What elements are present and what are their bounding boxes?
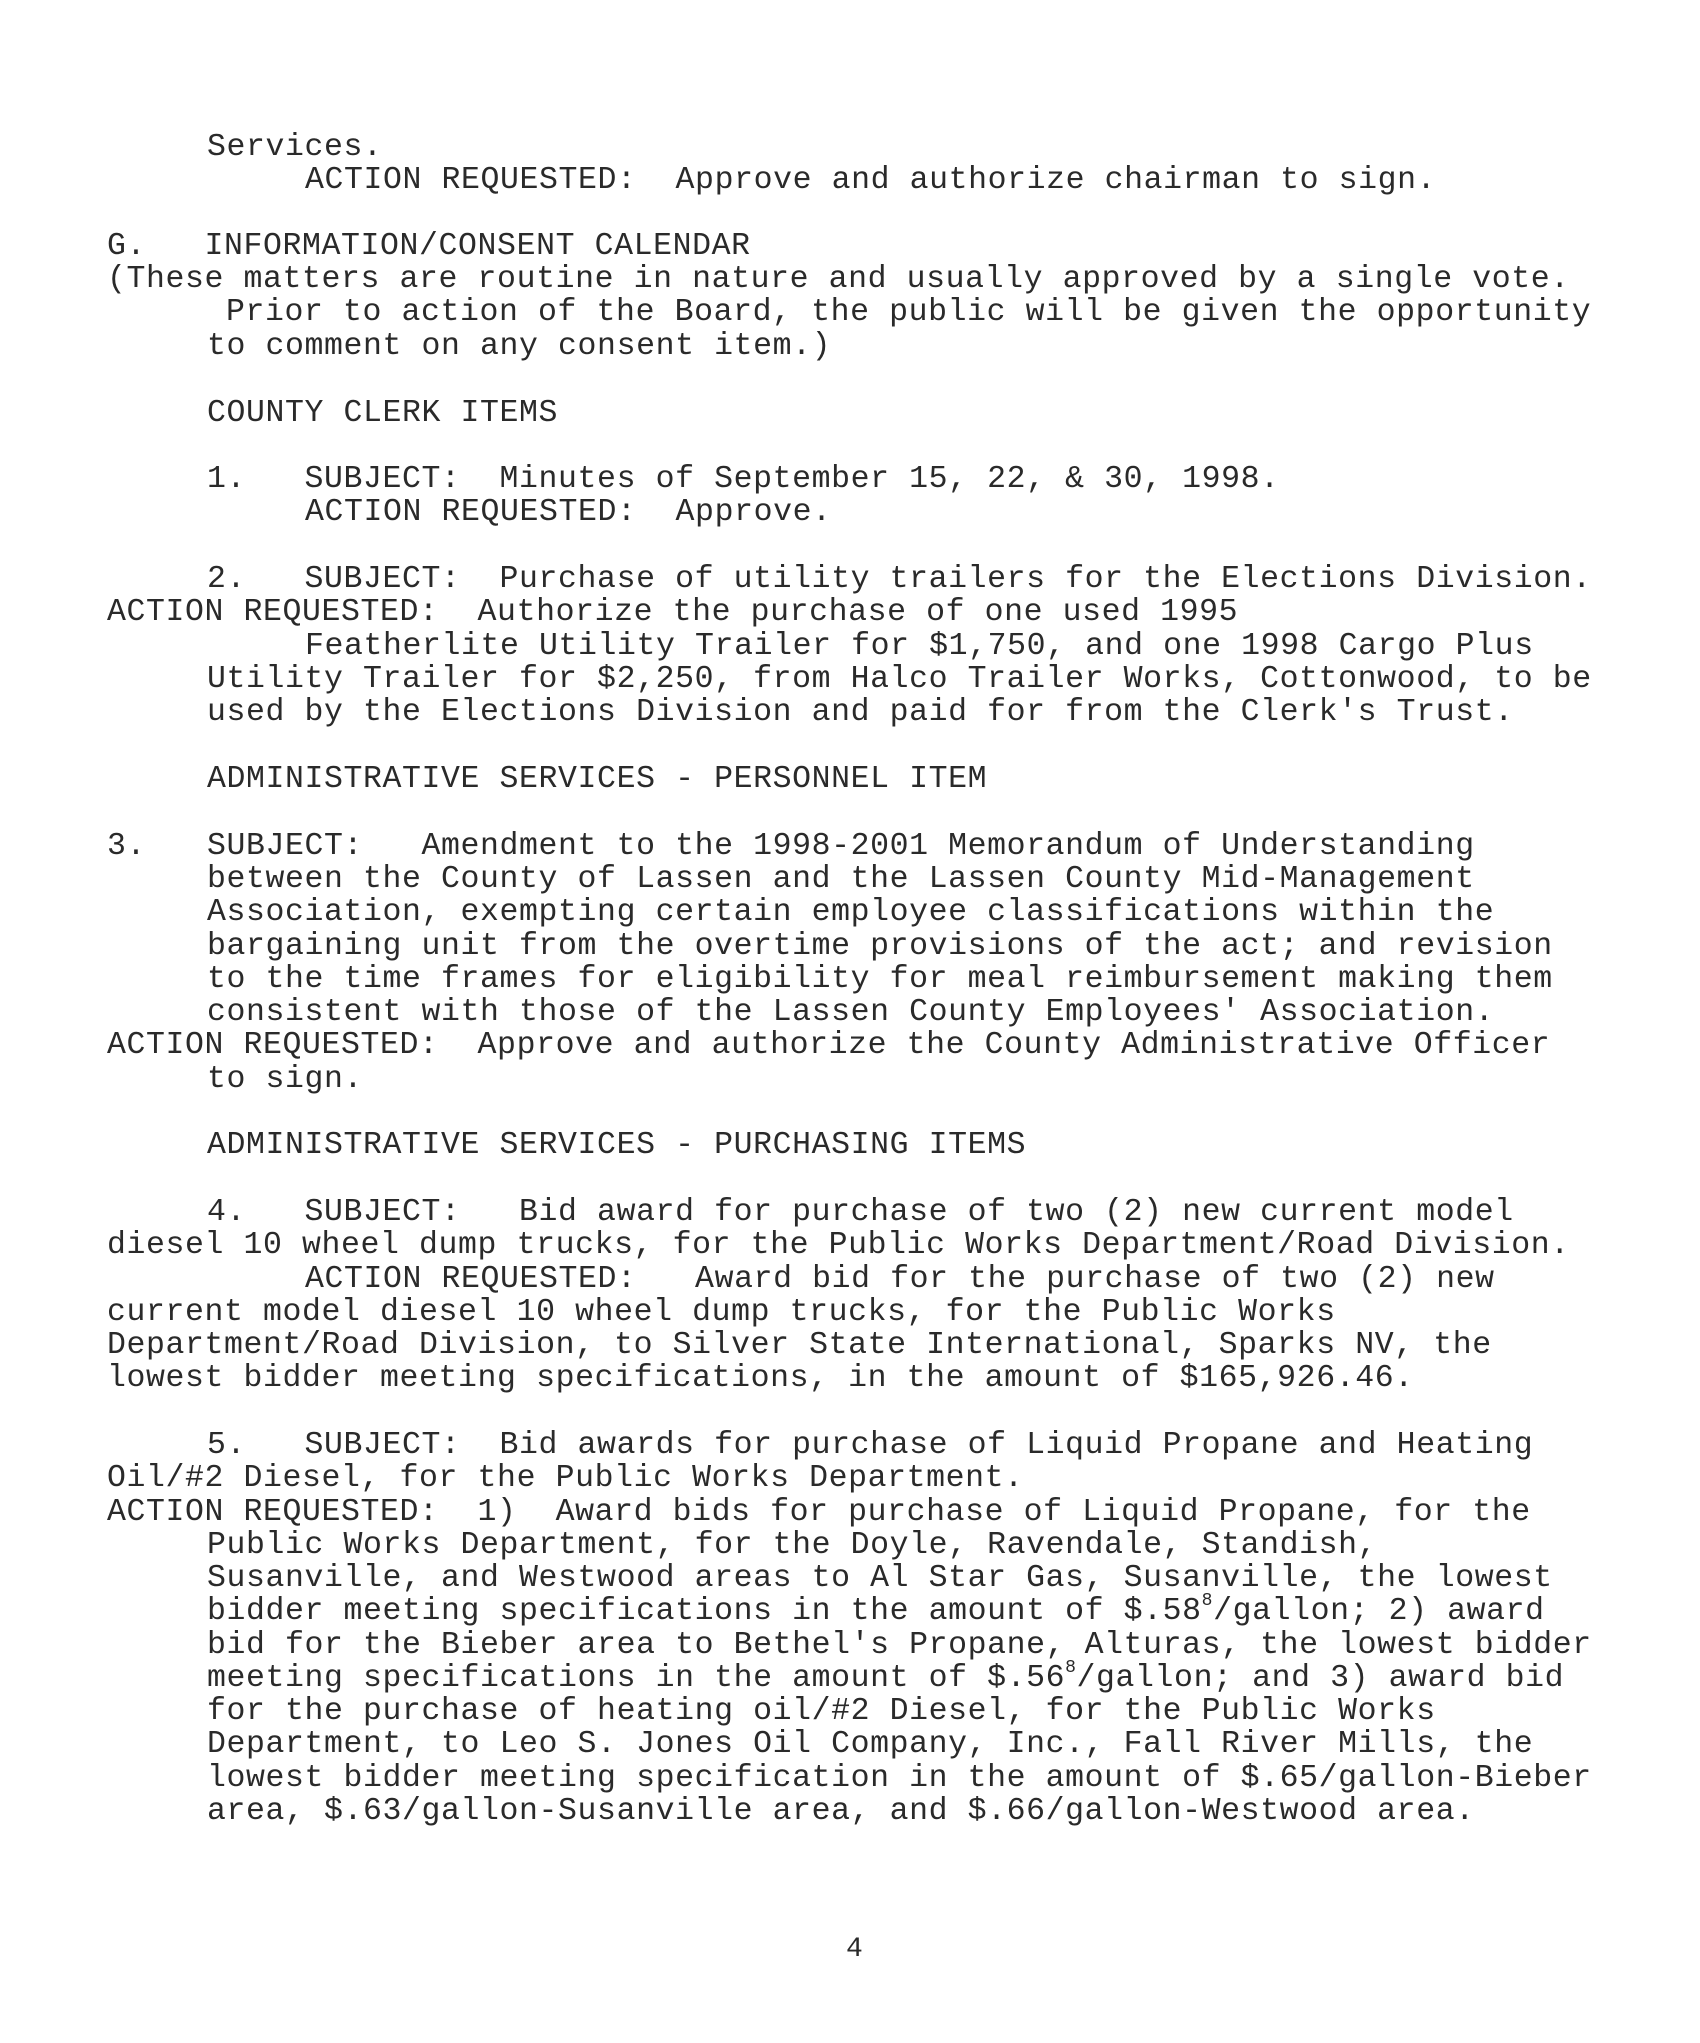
item-5-line-4: Public Works Department, for the Doyle, Ravendale, Standish, <box>207 1528 1378 1563</box>
item-2-action-line-4: used by the Elections Division and paid for from the Clerk's Trust. <box>207 695 1514 730</box>
item-4-line-6: lowest bidder meeting specifications, in the amount of $165,926.46. <box>107 1361 1414 1396</box>
item-5-line-3: ACTION REQUESTED: 1) Award bids for purchase of Liquid Propane, for the <box>107 1495 1531 1530</box>
item-3-line-4: bargaining unit from the overtime provisions of the act; and revision <box>207 929 1553 964</box>
item-2-action-line-2: Featherlite Utility Trailer for $1,750, and one 1998 Cargo Plus <box>305 629 1534 664</box>
item-5-line-8-text-b: /gallon; and 3) award bid <box>1076 1661 1565 1696</box>
item-5-line-6-text-a: bidder meeting specifications in the amount of $.58 <box>207 1594 1202 1629</box>
section-intro-line-1: (These matters are routine in nature and usually approved by a single vote. <box>107 262 1570 297</box>
item-5-line-6-text-b: /gallon; 2) award <box>1213 1594 1545 1629</box>
section-intro-line-2: Prior to action of the Board, the public will be given the opportunity <box>226 295 1592 330</box>
item-3-number: 3. <box>107 829 147 864</box>
page-number: 4 <box>846 1934 863 1965</box>
item-4-line-5: Department/Road Division, to Silver State International, Sparks NV, the <box>107 1328 1492 1363</box>
item-3-action-line-2: to sign. <box>207 1062 364 1097</box>
item-5-line-5: Susanville, and Westwood areas to Al Star Gas, Susanville, the lowest <box>207 1561 1553 1596</box>
item-1-action: ACTION REQUESTED: Approve. <box>305 495 832 530</box>
item-4-line-3: ACTION REQUESTED: Award bid for the purchase of two (2) new <box>305 1262 1495 1297</box>
item-5-line-9: for the purchase of heating oil/#2 Diesel, for the Public Works <box>207 1694 1436 1729</box>
item-3-line-5: to the time frames for eligibility for meal reimbursement making them <box>207 962 1553 997</box>
group-heading-purchasing: ADMINISTRATIVE SERVICES - PURCHASING ITEMS <box>207 1128 1027 1163</box>
group-heading-personnel: ADMINISTRATIVE SERVICES - PERSONNEL ITEM <box>207 762 988 797</box>
item-4-line-2: diesel 10 wheel dump trucks, for the Public Works Department/Road Division. <box>107 1228 1570 1263</box>
item-3-line-1: SUBJECT: Amendment to the 1998-2001 Memorandum of Understanding <box>207 829 1475 864</box>
item-5-line-8-superscript: 8 <box>1065 1658 1077 1678</box>
item-5-line-7: bid for the Bieber area to Bethel's Propane, Alturas, the lowest bidder <box>207 1628 1592 1663</box>
continuation-fragment: Services. <box>207 130 383 165</box>
item-5-line-11: lowest bidder meeting specification in the amount of $.65/gallon-Bieber <box>207 1761 1592 1796</box>
continuation-action: ACTION REQUESTED: Approve and authorize chairman to sign. <box>305 163 1437 198</box>
item-5-line-2: Oil/#2 Diesel, for the Public Works Department. <box>107 1461 1024 1496</box>
item-2-action-line-1: ACTION REQUESTED: Authorize the purchase of one used 1995 <box>107 595 1239 630</box>
item-3-action-line-1: ACTION REQUESTED: Approve and authorize the County Administrative Officer <box>107 1028 1551 1063</box>
section-intro-line-3: to comment on any consent item.) <box>207 329 832 364</box>
item-3-line-2: between the County of Lassen and the Lassen County Mid-Management <box>207 862 1475 897</box>
item-4-line-1: 4. SUBJECT: Bid award for purchase of two (2) new current model <box>207 1195 1514 1230</box>
item-5-line-10: Department, to Leo S. Jones Oil Company, Inc., Fall River Mills, the <box>207 1727 1534 1762</box>
item-2-subject: 2. SUBJECT: Purchase of utility trailers for the Elections Division. <box>207 562 1592 597</box>
item-3-line-3: Association, exempting certain employee classifications within the <box>207 895 1495 930</box>
item-5-line-6 <box>207 1591 1545 1632</box>
item-4-line-4: current model diesel 10 wheel dump trucks, for the Public Works <box>107 1295 1336 1330</box>
item-5-line-6-superscript: 8 <box>1201 1591 1214 1611</box>
item-5-line-12: area, $.63/gallon-Susanville area, and $.66/gallon-Westwood area. <box>207 1794 1475 1829</box>
section-heading: G. INFORMATION/CONSENT CALENDAR <box>107 229 751 264</box>
item-2-action-line-3: Utility Trailer for $2,250, from Halco Trailer Works, Cottonwood, to be <box>207 662 1592 697</box>
item-3-line-6: consistent with those of the Lassen County Employees' Association. <box>207 995 1495 1030</box>
item-5-line-1: 5. SUBJECT: Bid awards for purchase of Liquid Propane and Heating <box>207 1428 1534 1463</box>
item-1-subject: 1. SUBJECT: Minutes of September 15, 22, & 30, 1998. <box>207 462 1280 497</box>
item-5-line-8-text-a: meeting specifications in the amount of $.56 <box>207 1661 1066 1696</box>
group-heading-clerk: COUNTY CLERK ITEMS <box>207 396 559 431</box>
